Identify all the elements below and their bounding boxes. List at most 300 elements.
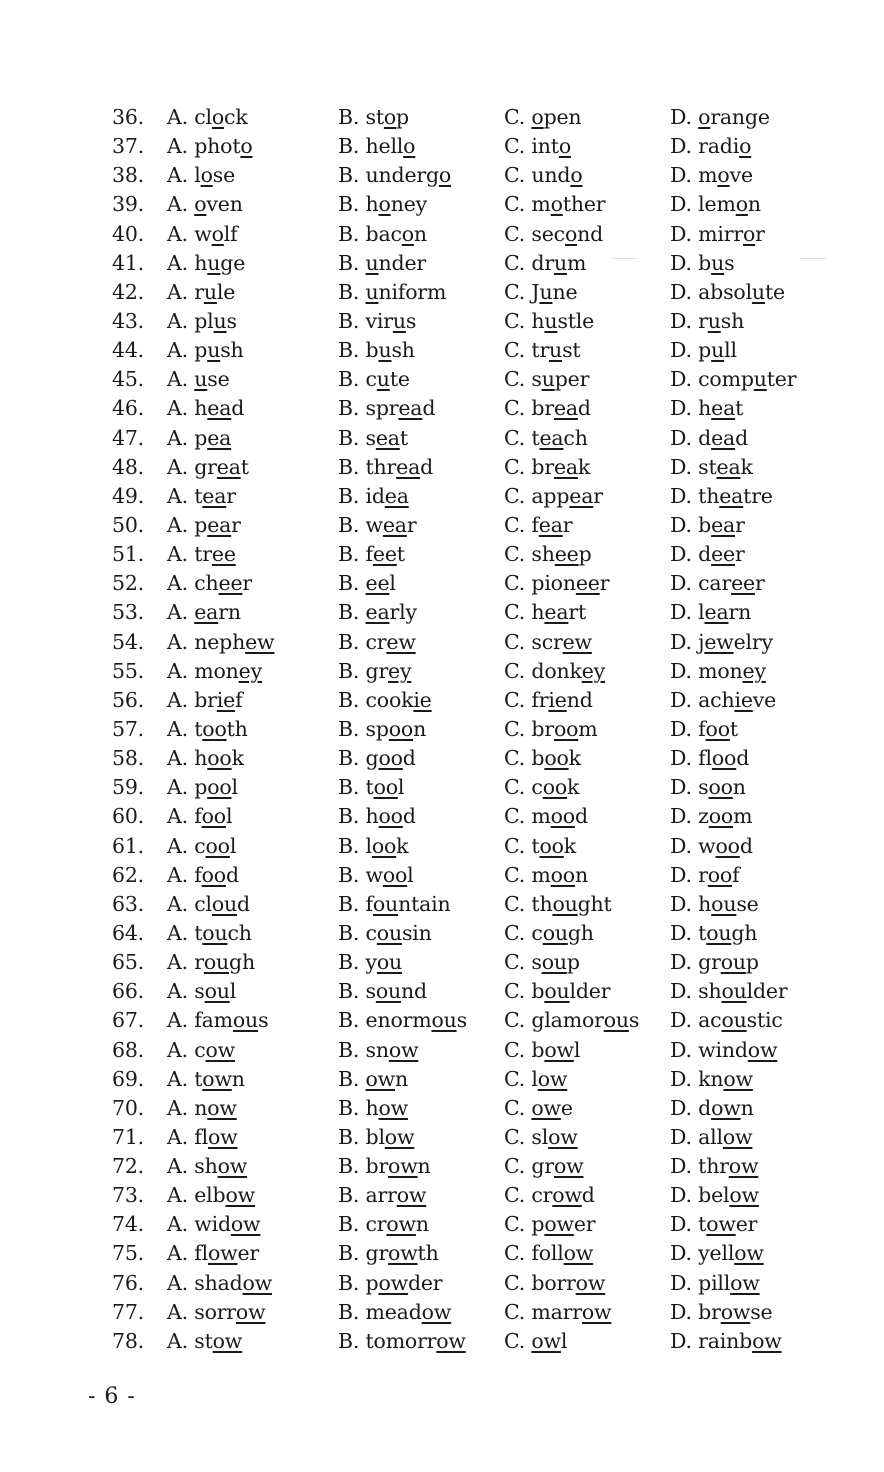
word-prefix: f (194, 862, 202, 887)
option-c (504, 512, 572, 538)
option-b (338, 629, 416, 655)
word-prefix: fr (531, 687, 549, 712)
underlined-letters: ea (711, 512, 736, 537)
word-prefix: id (365, 483, 385, 508)
word-prefix: p (194, 338, 208, 363)
option-c (504, 483, 603, 509)
option-d (670, 162, 753, 188)
word-prefix: c (365, 920, 377, 945)
option-letter: C. (504, 862, 526, 887)
option-letter: B. (338, 221, 360, 246)
word-prefix: all (698, 1124, 723, 1149)
word-suffix: e (560, 1095, 573, 1120)
word-prefix: l (698, 600, 705, 625)
underlined-letters: ow (202, 1066, 232, 1091)
question-row (112, 629, 812, 658)
option-letter: B. (338, 542, 360, 567)
option-d (670, 629, 773, 655)
word-prefix: g (365, 746, 379, 771)
option-letter: C. (504, 483, 526, 508)
option-b (338, 1328, 466, 1354)
word-prefix: m (531, 862, 551, 887)
underlined-letters: ow (421, 1299, 452, 1324)
question-row (112, 891, 812, 920)
option-b (338, 687, 432, 713)
option-d (670, 949, 759, 975)
underlined-letters: ow (230, 1212, 261, 1237)
option-letter: C. (504, 1183, 526, 1208)
word-suffix: f (235, 687, 243, 712)
option-a (167, 599, 241, 625)
underlined-letters: o (531, 105, 544, 129)
word-prefix: r (194, 279, 204, 304)
option-letter: A. (167, 1037, 188, 1062)
question-row (112, 774, 812, 803)
option-letter: C. (504, 1328, 526, 1353)
word-prefix: car (698, 571, 732, 596)
underlined-letters: oo (201, 862, 226, 887)
underlined-letters: o (211, 105, 225, 129)
word-suffix: rn (728, 600, 752, 625)
word-prefix: cl (194, 891, 212, 916)
underlined-letters: ou (202, 920, 228, 945)
word-suffix: d (581, 1183, 595, 1208)
word-suffix: k (577, 454, 591, 479)
word-suffix: le (216, 279, 236, 304)
option-c (504, 920, 594, 946)
underlined-letters: ea (553, 396, 578, 421)
question-row (112, 395, 812, 424)
underlined-letters: ea (716, 454, 741, 479)
word-prefix: p (194, 425, 208, 450)
underlined-letters: ie (216, 687, 236, 712)
option-b (338, 104, 409, 130)
word-suffix: gh (229, 950, 255, 975)
underlined-letters: u (549, 338, 563, 363)
word-suffix: rly (389, 600, 417, 625)
underlined-letters: o (438, 163, 452, 188)
word-suffix: s (226, 308, 237, 333)
question-row (112, 1240, 812, 1269)
underlined-letters: ea (384, 483, 409, 508)
option-letter: D. (670, 1299, 692, 1324)
word-prefix: pion (531, 571, 576, 596)
word-prefix: mirr (698, 221, 743, 246)
option-a (167, 978, 236, 1004)
word-prefix: p (194, 512, 208, 537)
question-number: 68. (112, 1037, 145, 1062)
underlined-letters: ow (575, 1270, 606, 1295)
option-c (504, 803, 588, 829)
option-letter: D. (670, 105, 692, 129)
underlined-letters: ow (548, 1124, 578, 1149)
word-suffix: n (415, 1212, 429, 1237)
word-suffix: ch (563, 425, 588, 450)
option-c (504, 1211, 595, 1237)
underlined-letters: o (564, 221, 578, 246)
underlined-letters: ey (238, 658, 262, 683)
underlined-letters: oo (708, 775, 733, 800)
option-a (167, 920, 252, 946)
underlined-letters: oo (550, 804, 575, 829)
option-letter: C. (504, 338, 526, 363)
word-prefix: gr (531, 1154, 554, 1179)
option-a (167, 541, 236, 567)
underlined-letters: ow (706, 1212, 736, 1237)
word-prefix: b (531, 1037, 545, 1062)
option-b (338, 920, 432, 946)
word-suffix: nd (401, 979, 427, 1004)
word-prefix: sp (365, 716, 389, 741)
option-d (670, 803, 752, 829)
word-prefix: tomorr (365, 1328, 437, 1353)
word-prefix: ac (698, 1008, 722, 1033)
option-d (670, 395, 743, 421)
word-suffix: er (735, 1212, 758, 1237)
option-letter: A. (167, 804, 188, 829)
word-prefix: t (698, 920, 707, 945)
word-prefix: pl (194, 308, 214, 333)
underlined-letters: ou (541, 950, 567, 975)
word-suffix: rt (568, 600, 587, 625)
option-letter: A. (167, 1095, 188, 1120)
word-prefix: br (531, 454, 554, 479)
underlined-letters: u (392, 308, 406, 333)
underlined-letters: ea (396, 454, 421, 479)
word-suffix: n (417, 1154, 431, 1179)
question-row (112, 221, 812, 250)
option-c (504, 1299, 611, 1325)
question-row (112, 1299, 812, 1328)
word-prefix: c (531, 775, 543, 800)
word-prefix: w (365, 862, 383, 887)
option-letter: A. (167, 1241, 188, 1266)
question-number: 38. (112, 163, 145, 188)
underlined-letters: oo (382, 862, 408, 887)
option-b (338, 221, 427, 247)
word-prefix: l (194, 163, 201, 188)
underlined-letters: u (539, 279, 553, 304)
option-letter: A. (167, 396, 188, 421)
option-b (338, 1211, 429, 1237)
underlined-letters: oo (202, 716, 227, 741)
option-letter: A. (167, 920, 188, 945)
option-a (167, 104, 248, 130)
option-letter: D. (670, 775, 692, 800)
word-prefix: cr (365, 629, 387, 654)
word-prefix: f (698, 716, 706, 741)
option-a (167, 454, 249, 480)
word-suffix: ther (562, 192, 606, 217)
question-number: 54. (112, 629, 145, 654)
word-suffix: ney (390, 192, 428, 217)
option-b (338, 1270, 442, 1296)
option-letter: D. (670, 746, 692, 771)
option-letter: A. (167, 600, 188, 625)
question-number: 51. (112, 542, 145, 567)
option-letter: B. (338, 308, 360, 333)
option-letter: C. (504, 512, 526, 537)
underlined-letters: oo (553, 716, 579, 741)
option-letter: A. (167, 221, 188, 246)
word-prefix: cr (531, 1183, 553, 1208)
word-prefix: br (698, 1299, 721, 1324)
option-d (670, 1182, 759, 1208)
underlined-letters: u (365, 279, 379, 304)
question-row (112, 570, 812, 599)
question-number: 52. (112, 571, 145, 596)
underlined-letters: ow (378, 1095, 409, 1120)
option-b (338, 716, 426, 742)
page-number: - 6 - (88, 1384, 136, 1409)
word-prefix: lem (698, 192, 736, 217)
question-row (112, 541, 812, 570)
word-suffix: l (573, 1037, 581, 1062)
underlined-letters: oo (378, 804, 403, 829)
option-letter: D. (670, 1212, 692, 1237)
word-suffix: d (739, 833, 753, 858)
question-number: 53. (112, 600, 145, 625)
word-prefix: sl (531, 1124, 549, 1149)
word-suffix: k (740, 454, 753, 479)
option-d (670, 1299, 772, 1325)
option-letter: D. (670, 279, 692, 304)
word-suffix: ge (220, 250, 246, 275)
question-row (112, 1007, 812, 1036)
underlined-letters: ow (436, 1328, 466, 1353)
word-suffix: n (413, 221, 427, 246)
word-suffix: k (563, 833, 576, 858)
word-prefix: d (698, 1095, 712, 1120)
underlined-letters: ow (552, 1183, 582, 1208)
option-letter: D. (670, 512, 692, 537)
word-prefix: h (365, 1095, 379, 1120)
word-prefix: h (365, 804, 379, 829)
underlined-letters: o (200, 163, 213, 188)
underlined-letters: ou (603, 1008, 629, 1033)
question-row (112, 862, 812, 891)
option-b (338, 862, 414, 888)
question-number: 61. (112, 833, 145, 858)
word-prefix: h (365, 192, 379, 217)
underlined-letters: ee (554, 542, 579, 567)
option-letter: A. (167, 134, 188, 159)
word-prefix: pill (698, 1270, 731, 1295)
word-suffix: te (389, 367, 410, 392)
option-d (670, 687, 776, 713)
word-suffix: m (733, 804, 753, 829)
word-suffix: m (566, 250, 587, 275)
question-number: 75. (112, 1241, 145, 1266)
question-row (112, 1124, 812, 1153)
question-row (112, 425, 812, 454)
word-suffix: st (562, 338, 581, 363)
option-d (670, 599, 751, 625)
underlined-letters: o (558, 134, 571, 159)
option-d (670, 1211, 757, 1237)
underlined-letters: ee (372, 542, 397, 567)
underlined-letters: ou (431, 1008, 457, 1033)
underlined-letters: oo (705, 716, 730, 741)
word-prefix: mon (698, 658, 743, 683)
word-prefix: bac (365, 221, 402, 246)
word-suffix: n (231, 1066, 245, 1091)
option-b (338, 512, 416, 538)
word-suffix: l (397, 775, 405, 800)
word-suffix: elry (733, 629, 773, 654)
word-prefix: t (698, 1212, 707, 1237)
underlined-letters: oo (542, 775, 567, 800)
question-number: 77. (112, 1299, 145, 1324)
underlined-letters: ee (218, 571, 243, 596)
underlined-letters: ow (553, 1154, 584, 1179)
underlined-letters: ou (552, 891, 578, 916)
option-letter: A. (167, 542, 188, 567)
word-prefix: rainb (698, 1328, 753, 1353)
option-c (504, 1182, 595, 1208)
option-letter: D. (670, 1124, 692, 1149)
option-d (670, 716, 738, 742)
underlined-letters: oo (707, 862, 733, 887)
option-a (167, 1124, 238, 1150)
question-row (112, 191, 812, 220)
option-d (670, 337, 737, 363)
underlined-letters: ow (365, 1066, 396, 1091)
word-prefix: f (365, 542, 373, 567)
option-letter: C. (504, 425, 526, 450)
option-letter: D. (670, 192, 692, 217)
option-letter: C. (504, 542, 526, 567)
option-d (670, 1007, 783, 1033)
word-suffix: tre (743, 483, 773, 508)
word-prefix: h (531, 308, 545, 333)
option-letter: B. (338, 367, 360, 392)
option-d (670, 658, 766, 684)
option-b (338, 1153, 431, 1179)
word-suffix: sin (401, 920, 432, 945)
option-letter: C. (504, 804, 526, 829)
underlined-letters: o (717, 163, 730, 188)
option-a (167, 891, 250, 917)
underlined-letters: ou (720, 950, 746, 975)
option-letter: B. (338, 512, 360, 537)
option-letter: A. (167, 571, 188, 596)
underlined-letters: ou (706, 920, 732, 945)
question-number: 46. (112, 396, 145, 421)
option-c (504, 279, 577, 305)
underlined-letters: ow (531, 1328, 561, 1353)
option-b (338, 366, 410, 392)
option-c (504, 1007, 639, 1033)
option-letter: B. (338, 687, 360, 712)
option-letter: D. (670, 1037, 692, 1062)
option-b (338, 1037, 418, 1063)
option-b (338, 454, 433, 480)
question-number: 59. (112, 775, 145, 800)
option-b (338, 570, 396, 596)
option-d (670, 920, 757, 946)
word-prefix: gr (365, 1241, 389, 1266)
option-c (504, 570, 609, 596)
option-b (338, 425, 408, 451)
option-letter: D. (670, 687, 692, 712)
underlined-letters: ow (747, 1037, 778, 1062)
option-b (338, 1182, 426, 1208)
option-letter: C. (504, 163, 526, 188)
option-d (670, 570, 765, 596)
option-d (670, 1270, 760, 1296)
question-number: 56. (112, 687, 145, 712)
option-d (670, 250, 734, 276)
option-a (167, 308, 237, 334)
word-suffix: se (750, 1299, 773, 1324)
question-number: 48. (112, 454, 145, 479)
word-prefix: neph (194, 629, 246, 654)
option-a (167, 1095, 237, 1121)
word-suffix: r (734, 542, 745, 567)
word-prefix: th (698, 483, 720, 508)
question-number: 66. (112, 979, 145, 1004)
underlined-letters: ou (204, 979, 230, 1004)
option-letter: A. (167, 1124, 188, 1149)
option-letter: A. (167, 1008, 188, 1033)
option-c (504, 1095, 573, 1121)
question-number: 50. (112, 512, 145, 537)
word-suffix: s (628, 1008, 640, 1033)
underlined-letters: u (376, 367, 390, 392)
option-letter: C. (504, 1037, 526, 1062)
option-a (167, 483, 236, 509)
option-letter: D. (670, 221, 692, 246)
underlined-letters: u (207, 250, 221, 275)
option-d (670, 366, 796, 392)
underlined-letters: ea (538, 512, 563, 537)
underlined-letters: ea (719, 483, 744, 508)
word-prefix: mead (365, 1299, 422, 1324)
word-prefix: absol (698, 279, 752, 304)
underlined-letters: ee (711, 542, 735, 567)
option-c (504, 395, 591, 421)
word-suffix: s (258, 1008, 269, 1033)
word-prefix: f (194, 804, 202, 829)
option-d (670, 483, 773, 509)
option-letter: B. (338, 1270, 360, 1295)
underlined-letters: ow (752, 1328, 782, 1353)
option-letter: C. (504, 629, 526, 654)
option-letter: A. (167, 1299, 188, 1324)
word-suffix: m (578, 716, 598, 741)
option-a (167, 337, 244, 363)
word-prefix: borr (531, 1270, 576, 1295)
underlined-letters: ou (372, 891, 399, 916)
word-prefix: m (531, 192, 551, 217)
word-suffix: se (212, 163, 236, 188)
underlined-letters: u (365, 250, 379, 275)
word-prefix: J (531, 279, 540, 304)
option-a (167, 1182, 255, 1208)
option-b (338, 395, 435, 421)
question-number: 42. (112, 279, 145, 304)
underlined-letters: ow (711, 1095, 741, 1120)
word-suffix: r (231, 512, 241, 537)
option-letter: D. (670, 308, 692, 333)
option-letter: D. (670, 163, 692, 188)
word-prefix: b (531, 746, 545, 771)
option-a (167, 862, 239, 888)
word-suffix: d (577, 396, 591, 421)
word-prefix: s (194, 979, 205, 1004)
option-d (670, 745, 749, 771)
